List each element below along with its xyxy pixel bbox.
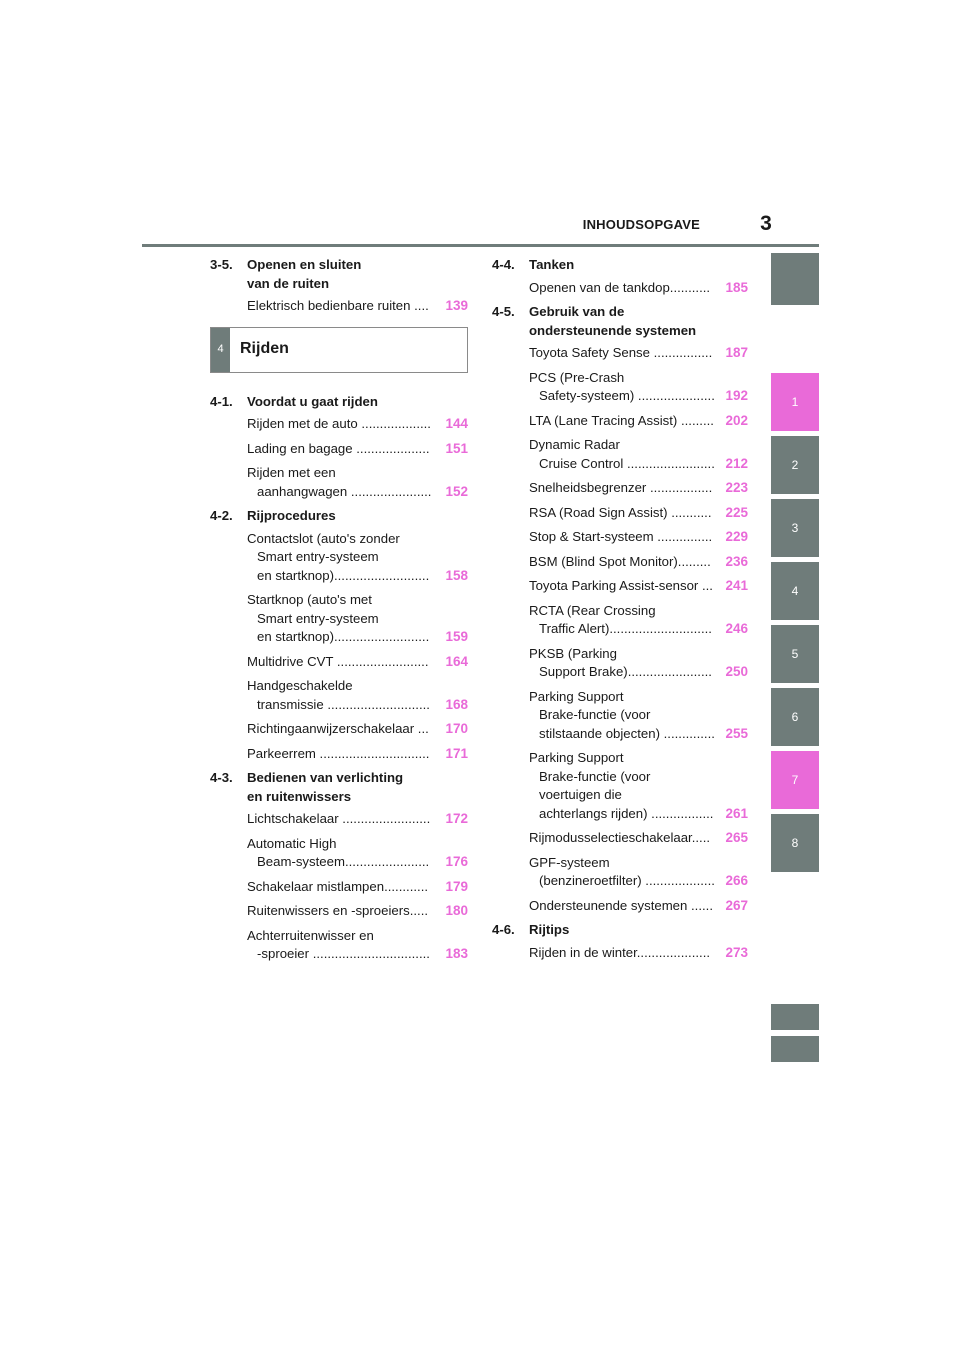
toc-entry-text: Ruitenwissers en -sproeiers..... (247, 903, 429, 918)
toc-left-column (210, 256, 468, 970)
toc-entry-text: Openen van de tankdop........... (529, 279, 711, 295)
toc-entry-text: RCTA (Rear Crossing Traffic Alert)............................ (529, 602, 712, 636)
page-link[interactable]: 255 (725, 725, 748, 741)
toc-entry[interactable] (529, 436, 748, 473)
chapter-tab-2[interactable]: 2 (771, 436, 819, 494)
toc-entry-text: RSA (Road Sign Assist) ........... (529, 504, 712, 520)
chapter-tab-blank[interactable] (771, 1036, 819, 1062)
toc-entry-text: GPF-systeem (benzineroetfilter) ................... (529, 854, 715, 888)
toc-entry[interactable] (529, 412, 748, 431)
toc-entry[interactable] (247, 530, 468, 586)
toc-entry-text: Snelheidsbegrenzer ................. (529, 480, 713, 495)
chapter-number: 4 (211, 328, 230, 372)
toc-entry[interactable] (529, 854, 748, 891)
toc-entry[interactable] (529, 944, 748, 963)
chapter-tab-blank[interactable] (771, 1004, 819, 1030)
page-number: 3 (760, 212, 772, 235)
toc-entry[interactable] (529, 479, 748, 498)
section-heading (210, 393, 468, 412)
toc-entry[interactable] (247, 878, 468, 897)
toc-entry-text: PCS (Pre-Crash Safety-systeem) ..................... (529, 369, 715, 403)
toc-entry-text: Schakelaar mistlampen............ (247, 878, 429, 894)
chapter-tab-blank[interactable] (771, 253, 819, 305)
toc-entry[interactable] (529, 504, 748, 523)
toc-entry-text: Dynamic Radar Cruise Control ........................ (529, 437, 715, 471)
chapter-tab-3[interactable]: 3 (771, 499, 819, 557)
page-link[interactable]: 139 (445, 298, 468, 313)
toc-entry[interactable] (247, 720, 468, 739)
page-link[interactable]: 151 (445, 440, 468, 456)
toc-entry-text: Lichtschakelaar ........................ (247, 811, 431, 826)
toc-entry-text: Parking Support Brake-functie (voor stilstaande objecten) .............. (529, 688, 715, 741)
toc-entry-text: Multidrive CVT ......................... (247, 653, 429, 669)
page-link[interactable]: 236 (725, 553, 748, 569)
toc-entry[interactable] (247, 745, 468, 764)
toc-entry-text: Automatic High Beam-systeem....................... (247, 835, 430, 869)
section-heading (210, 507, 468, 526)
section-heading (492, 256, 748, 275)
toc-entry[interactable] (529, 645, 748, 682)
section-number: 4-3. (210, 770, 233, 785)
toc-entry[interactable] (247, 810, 468, 829)
page-link[interactable]: 179 (445, 878, 468, 894)
toc-entry[interactable] (529, 577, 748, 596)
page-link[interactable]: 180 (445, 903, 468, 918)
section-number: 3-5. (210, 257, 233, 272)
toc-entry-text: Toyota Parking Assist-sensor ... (529, 578, 713, 593)
toc-entry[interactable] (529, 897, 748, 916)
toc-entry[interactable] (247, 927, 468, 964)
page-link[interactable]: 212 (725, 455, 748, 471)
toc-entry-text: Handgeschakelde transmissie ............................ (247, 678, 430, 712)
toc-entry-text: Richtingaanwijzerschakelaar ... (247, 721, 429, 736)
toc-entry[interactable] (529, 344, 748, 363)
page-link[interactable]: 265 (725, 830, 748, 845)
chapter-title: Rijden (240, 340, 289, 358)
toc-entry[interactable] (247, 464, 468, 501)
chapter-tab-4[interactable]: 4 (771, 562, 819, 620)
toc-entry[interactable] (529, 602, 748, 639)
page-link[interactable]: 152 (445, 483, 468, 499)
page-link[interactable]: 159 (445, 629, 468, 644)
page-link[interactable]: 267 (725, 897, 748, 913)
page-link[interactable]: 202 (725, 412, 748, 428)
toc-entry-text: PKSB (Parking Support Brake)....................... (529, 645, 712, 679)
toc-entry[interactable] (529, 688, 748, 744)
toc-entry-text: Stop & Start-systeem ............... (529, 529, 713, 544)
toc-entry[interactable] (247, 835, 468, 872)
toc-entry[interactable] (247, 677, 468, 714)
section-title: Rijprocedures (247, 508, 336, 523)
page-title: INHOUDSOPGAVE (582, 217, 700, 232)
toc-entry-text: LTA (Lane Tracing Assist) ......... (529, 412, 714, 428)
toc-entry[interactable] (529, 279, 748, 298)
toc-entry[interactable] (247, 440, 468, 459)
toc-entry[interactable] (529, 749, 748, 823)
toc-entry-text: Startknop (auto's met Smart entry-systeem en startknop).......................... (247, 592, 430, 644)
toc-entry[interactable] (529, 829, 748, 848)
toc-entry[interactable] (247, 902, 468, 921)
page-link[interactable]: 144 (445, 416, 468, 431)
header-rule (142, 244, 819, 247)
toc-entry-text: Parkeerrem .............................. (247, 745, 430, 761)
toc-entry-text: BSM (Blind Spot Monitor)......... (529, 553, 711, 569)
section-number: 4-1. (210, 393, 233, 409)
toc-entry-text: Elektrisch bedienbare ruiten .... (247, 298, 429, 313)
page-link[interactable]: 158 (445, 567, 468, 583)
section-title: Bedienen van verlichting en ruitenwissers (247, 770, 404, 804)
page-link[interactable]: 273 (725, 944, 748, 960)
section-number: 4-4. (492, 257, 515, 272)
toc-entry[interactable] (529, 528, 748, 547)
page-link[interactable]: 192 (725, 388, 748, 403)
section-title: Gebruik van de ondersteunende systemen (529, 304, 697, 338)
toc-entry[interactable] (247, 653, 468, 672)
page-link[interactable]: 266 (725, 873, 748, 888)
toc-entry-text: Rijmodusselectieschakelaar..... (529, 830, 711, 845)
page-link[interactable]: 241 (725, 578, 748, 593)
section-title: Tanken (529, 257, 575, 272)
page-link[interactable]: 225 (725, 504, 748, 520)
section-title: Rijtips (529, 922, 570, 937)
toc-entry-text: Ondersteunende systemen ...... (529, 897, 713, 913)
toc-group-before-chapter (210, 256, 468, 316)
page-link[interactable]: 185 (725, 279, 748, 295)
toc-entry-text: Rijden in de winter.................... (529, 944, 711, 960)
section-number: 4-2. (210, 508, 233, 523)
page-link[interactable]: 187 (725, 345, 748, 360)
chapter-tab-7[interactable]: 7 (771, 751, 819, 809)
section-heading (210, 769, 468, 806)
page-link[interactable]: 229 (725, 529, 748, 544)
toc-entry[interactable] (529, 553, 748, 572)
toc-group-right (492, 256, 748, 962)
page-link[interactable]: 223 (725, 480, 748, 495)
page-link[interactable]: 170 (445, 721, 468, 736)
section-title: Openen en sluiten van de ruiten (247, 257, 362, 291)
toc-group-after-chapter (210, 393, 468, 964)
section-heading (492, 303, 748, 340)
section-number: 4-5. (492, 304, 515, 319)
chapter-tab-8[interactable]: 8 (771, 814, 819, 872)
page-link[interactable]: 171 (445, 745, 468, 761)
page-link[interactable]: 172 (445, 811, 468, 826)
page-link[interactable]: 246 (725, 621, 748, 636)
section-title: Voordat u gaat rijden (247, 393, 378, 409)
toc-entry[interactable] (247, 297, 468, 316)
section-heading (492, 921, 748, 940)
chapter-heading (210, 327, 468, 373)
page-link[interactable]: 176 (445, 854, 468, 869)
section-heading (210, 256, 468, 293)
toc-entry[interactable] (247, 415, 468, 434)
page-link[interactable]: 164 (445, 653, 468, 669)
section-number: 4-6. (492, 922, 515, 937)
toc-entry-text: Rijden met de auto ................... (247, 416, 431, 431)
chapter-tab-6[interactable]: 6 (771, 688, 819, 746)
toc-entry-text: Lading en bagage .................... (247, 440, 430, 456)
toc-entry-text: Achterruitenwisser en -sproeier ................................ (247, 927, 430, 961)
page-link[interactable]: 261 (725, 805, 748, 821)
chapter-tab-1[interactable]: 1 (771, 373, 819, 431)
page-link[interactable]: 183 (445, 946, 468, 961)
toc-entry[interactable] (247, 591, 468, 647)
toc-entry-text: Rijden met een aanhangwagen ...................... (247, 465, 432, 499)
toc-entry[interactable] (529, 369, 748, 406)
toc-entry-text: Contactslot (auto's zonder Smart entry-systeem en startknop).......................... (247, 530, 430, 583)
page-link[interactable]: 250 (725, 664, 748, 679)
page-link[interactable]: 168 (445, 696, 468, 712)
chapter-tab-5[interactable]: 5 (771, 625, 819, 683)
toc-entry-text: Parking Support Brake-functie (voor voertuigen die achterlangs rijden) ................. (529, 750, 714, 821)
toc-entry-text: Toyota Safety Sense ................ (529, 345, 713, 360)
toc-right-column (492, 256, 748, 968)
